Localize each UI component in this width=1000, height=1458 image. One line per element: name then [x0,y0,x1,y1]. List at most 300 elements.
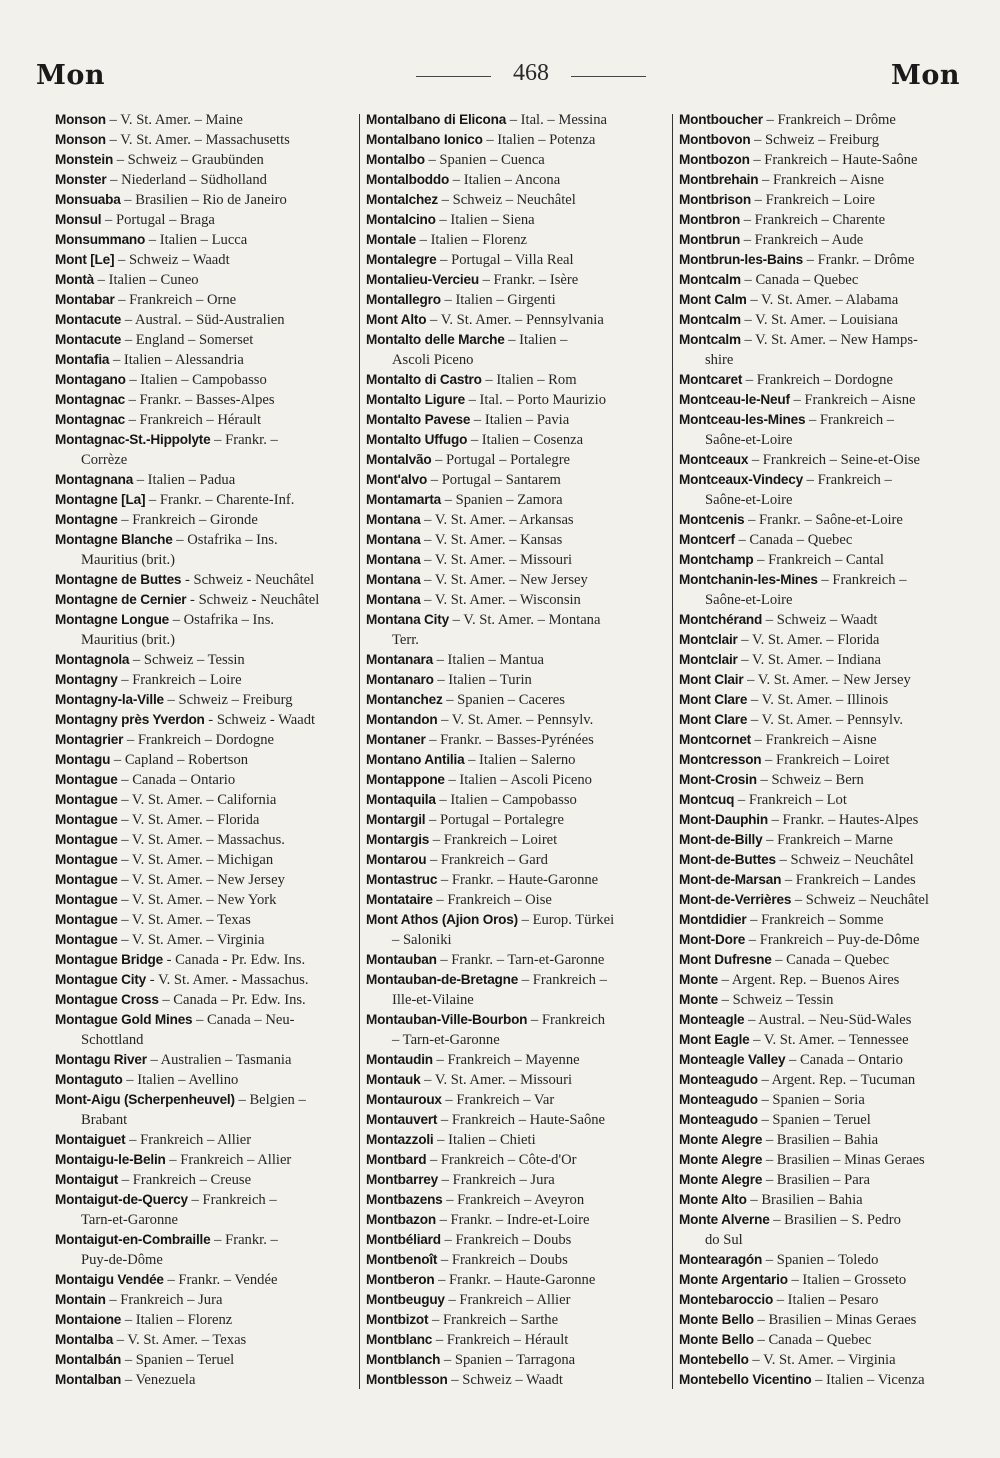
list-item [366,490,668,510]
list-item [679,570,972,610]
entry-location: – Ostafrika – Ins. [172,532,278,548]
list-item [366,210,668,230]
list-item [366,590,668,610]
entry-location: – V. St. Amer. – Pennsylvania [426,312,604,328]
entry-headword: Montceau-les-Mines [679,412,806,427]
entry-headword: Montagne de Buttes [55,572,182,587]
entry-location: – Frankreich – Dordogne [123,732,275,748]
list-item [55,370,355,390]
list-item [55,710,355,730]
list-item [55,130,355,150]
entry-location: – V. St. Amer. – Michigan [117,852,274,868]
entry-headword: Montafia [55,352,110,367]
list-item [679,510,972,530]
entry-headword: Mont Clare [679,712,748,727]
list-item [679,110,972,130]
entry-headword: Montaiguet [55,1132,126,1147]
entry-location: – Italien – Siena [435,212,535,228]
entry-location: – V. St. Amer. – Montana [448,612,601,628]
running-head-left: Mon [36,60,106,91]
list-item [679,1150,972,1170]
list-item [366,110,668,130]
entry-headword: Montbrun-les-Bains [679,252,804,267]
entry-headword: Mont Alto [366,312,427,327]
entry-headword: Montalto Uffugo [366,432,468,447]
entry-location: – Italien – Salerno [464,752,576,768]
list-item [55,750,355,770]
entry-location: – V. St. Amer. – Maine [105,112,243,128]
column-1 [55,110,355,1395]
entry-location: – Spanien – Soria [757,1092,865,1108]
entry-headword: Mont-Aigu (Scherpenheuvel) [55,1092,235,1107]
list-item [366,1150,668,1170]
list-item [55,570,355,590]
list-item [55,690,355,710]
entry-headword: Montaione [55,1312,122,1327]
entry-location: – Frankreich – Aude [740,232,864,248]
entry-headword: Montbéliard [366,1232,441,1247]
entry-headword: Monsul [55,212,102,227]
entry-location: – Spanien – Zamora [441,492,563,508]
entry-location: – Frankr. – Indre-et-Loire [435,1212,590,1228]
entry-continuation: Schottland [81,1032,144,1048]
list-item [679,790,972,810]
entry-headword: Montalto Pavese [366,412,471,427]
list-item [679,170,972,190]
entry-headword: Monster [55,172,107,187]
list-item [679,1270,972,1290]
entry-headword: Montbrun [679,232,741,247]
entry-location: – V. St. Amer. – Virginia [117,932,265,948]
entry-location: – Canada – Quebec [771,952,890,968]
entry-location: – V. St. Amer. – California [117,792,277,808]
entry-headword: Mont'alvo [366,472,428,487]
entry-location: – Frankreich – Sarthe [428,1312,559,1328]
list-item [679,850,972,870]
list-item [366,750,668,770]
list-item [366,1230,668,1250]
list-item [679,770,972,790]
list-item [679,930,972,950]
list-item [366,1090,668,1110]
entry-location: – Portugal – Villa Real [436,252,574,268]
entry-headword: Montalbano Ionico [366,132,483,147]
entry-location: – Frankreich – [805,412,895,428]
entry-location: – Argent. Rep. – Buenos Aires [718,972,900,988]
entry-headword: Montcalm [679,332,741,347]
entry-headword: Montana [366,512,421,527]
list-item [679,650,972,670]
list-item [55,1230,355,1270]
entry-location: – Frankr. – Basses-Alpes [124,392,275,408]
entry-location: – Frankreich – Loiret [761,752,890,768]
list-item [679,1110,972,1130]
list-item [679,410,972,450]
list-item [55,650,355,670]
entry-location: – Canada – Quebec [734,532,853,548]
entry-headword: Montblanc [366,1332,433,1347]
entry-location: – V. St. Amer. – New York [117,892,277,908]
entry-headword: Montbrehain [679,172,759,187]
list-item [366,830,668,850]
list-item [366,150,668,170]
entry-location: – Schweiz – Waadt [762,612,878,628]
list-item [679,810,972,830]
list-item [366,250,668,270]
entry-headword: Montagnac [55,392,125,407]
entry-location: – Italien – Avellino [122,1072,239,1088]
entry-location: – Canada – Ontario [785,1052,903,1068]
entry-location: – Italien – Turin [433,672,532,688]
list-item [366,910,668,950]
entry-headword: Montbron [679,212,741,227]
entry-location: – V. St. Amer. – Florida [737,632,880,648]
entry-headword: Montanchez [366,692,443,707]
entry-headword: Monte Alegre [679,1172,763,1187]
entry-location: - Schweiz - Waadt [204,712,316,728]
list-item [366,1270,668,1290]
list-item [679,1130,972,1150]
entry-location: – Spanien – Teruel [121,1352,235,1368]
list-item [679,1250,972,1270]
entry-headword: Mont-de-Buttes [679,852,776,867]
entry-headword: Monte [679,972,719,987]
list-item [55,1370,355,1390]
entry-location: – V. St. Amer. – New Hamps- [740,332,918,348]
entry-location: – V. St. Amer. – Florida [117,812,260,828]
list-item [366,730,668,750]
entry-location: – V. St. Amer. – Alabama [746,292,899,308]
entry-location: – Frankreich – Mayenne [432,1052,580,1068]
entry-location: – Europ. Türkei [517,912,615,928]
list-item [679,750,972,770]
list-item [679,230,972,250]
entry-location: – Frankreich – [817,572,907,588]
list-item [679,1290,972,1310]
list-item [55,190,355,210]
list-item [366,530,668,550]
entry-headword: Monte Bello [679,1332,754,1347]
entry-headword: Montceau-le-Neuf [679,392,790,407]
entry-headword: Montallegro [366,292,441,307]
entry-headword: Montebello Vicentino [679,1372,812,1387]
entry-location: – Venezuela [121,1372,196,1388]
list-item [55,1190,355,1230]
entry-location: - V. St. Amer. - Massachus. [146,972,309,988]
entry-location: – Frankreich – Var [441,1092,555,1108]
entry-location: – Frankr. – Drôme [803,252,915,268]
list-item [679,690,972,710]
list-item [55,530,355,570]
entry-headword: Montagu River [55,1052,147,1067]
column-divider-1 [359,114,360,1389]
entry-headword: Montalegre [366,252,437,267]
entry-location: – Austral. – Süd-Australien [121,312,285,328]
list-item [679,670,972,690]
entry-headword: Monte Alto [679,1192,747,1207]
entry-location: – Frankr. – Haute-Garonne [437,872,599,888]
entry-location: – Frankreich – Aisne [758,172,885,188]
list-item [366,1130,668,1150]
list-item [366,570,668,590]
list-item [55,910,355,930]
entry-headword: Montana [366,592,421,607]
entry-location: – Frankreich – Gironde [117,512,258,528]
list-item [55,1070,355,1090]
entry-headword: Montebaroccio [679,1292,774,1307]
entry-headword: Montarou [366,852,427,867]
list-item [366,650,668,670]
list-item [366,610,668,650]
entry-location: – Frankreich – Aisne [751,732,877,748]
entry-headword: Montchanin-les-Mines [679,572,818,587]
list-item [679,1330,972,1350]
entry-headword: Montbard [366,1152,427,1167]
entry-location: – Frankr. – Isère [478,272,579,288]
entry-headword: Montagnac [55,412,125,427]
list-item [55,1330,355,1350]
entry-headword: Montaquila [366,792,436,807]
entry-headword: Mont-Crosin [679,772,757,787]
list-item [679,250,972,270]
entry-headword: Montague City [55,972,147,987]
entry-location: – Frankreich – [803,472,892,488]
list-item [55,990,355,1010]
list-item [55,1310,355,1330]
entry-headword: Mont-Dore [679,932,746,947]
entry-location: – Schweiz – Tessin [718,992,834,1008]
entry-headword: Monte Argentario [679,1272,788,1287]
entry-location: – Frankreich [527,1012,606,1028]
list-item [55,310,355,330]
entry-location: – Frankreich – Orne [114,292,237,308]
list-item [55,930,355,950]
entry-location: – Frankreich – Haute-Saône [437,1112,606,1128]
list-item [366,430,668,450]
entry-headword: Montbizot [366,1312,429,1327]
entry-location: – Schweiz – Neuchâtel [438,192,576,208]
entry-location: – Frankreich – Allier [165,1152,292,1168]
list-item [366,790,668,810]
entry-location: – V. St. Amer. – Texas [113,1332,247,1348]
list-item [55,470,355,490]
entry-continuation: Tarn-et-Garonne [81,1212,179,1228]
entry-location: – Spanien – Teruel [757,1112,871,1128]
entry-continuation: Corrèze [81,452,128,468]
entry-headword: Montague [55,932,118,947]
list-item [55,870,355,890]
entry-location: – V. St. Amer. – Arkansas [420,512,574,528]
entry-location: – Frankreich – Cantal [753,552,884,568]
entry-location: – Schweiz – Tessin [129,652,245,668]
entry-headword: Montalto delle Marche [366,332,505,347]
list-item [55,1350,355,1370]
list-item [679,830,972,850]
list-item [55,830,355,850]
entry-location: – Italien – Girgenti [440,292,556,308]
entry-location: – V. St. Amer. – Wisconsin [420,592,581,608]
entry-headword: Montaguto [55,1072,123,1087]
entry-location: – V. St. Amer. – Kansas [420,532,563,548]
list-item [366,690,668,710]
list-item [55,950,355,970]
entry-location: – V. St. Amer. – Illinois [747,692,889,708]
entry-continuation: Mauritius (brit.) [81,552,176,568]
list-item [55,1170,355,1190]
entry-headword: Monson [55,112,106,127]
entry-headword: Montalba [55,1332,114,1347]
entry-location: – Italien – Padua [133,472,236,488]
list-item [366,810,668,830]
entry-headword: Monteagle Valley [679,1052,786,1067]
entry-location: – Frankreich – Jura [438,1172,555,1188]
entry-location: – Frankreich – Aisne [789,392,916,408]
entry-headword: Montaigut-en-Combraille [55,1232,211,1247]
entry-headword: Montaigut [55,1172,119,1187]
list-item [679,950,972,970]
list-item [55,390,355,410]
list-item [679,390,972,410]
entry-headword: Montataire [366,892,433,907]
list-item [366,370,668,390]
entry-location: – Frankreich – Charente [740,212,886,228]
entry-headword: Montbrison [679,192,751,207]
entry-headword: Montague Cross [55,992,159,1007]
entry-headword: Montano Antilia [366,752,465,767]
list-item [366,670,668,690]
entry-location: – Frankreich – [518,972,607,988]
entry-headword: Monte Alegre [679,1132,763,1147]
entry-continuation: shire [705,352,734,368]
column-3 [679,110,972,1395]
entry-headword: Montalban [55,1372,122,1387]
entry-continuation: Saône-et-Loire [705,592,793,608]
list-item [366,1330,668,1350]
list-item [366,550,668,570]
header-rule-left [416,76,491,77]
entry-continuation: Saône-et-Loire [705,492,793,508]
entry-headword: Montbazon [366,1212,436,1227]
list-item [55,490,355,510]
column-2 [366,110,668,1395]
entry-location: – V. St. Amer. – Texas [117,912,251,928]
list-item [679,990,972,1010]
list-item [366,1070,668,1090]
entry-location: – Frankreich – Drôme [762,112,896,128]
list-item [679,370,972,390]
entry-location: – Brasilien – Bahia [746,1192,863,1208]
entry-continuation: Ascoli Piceno [392,352,474,368]
list-item [55,510,355,530]
entry-headword: Montclair [679,632,738,647]
list-item [366,1310,668,1330]
list-item [679,730,972,750]
entry-headword: Montauvert [366,1112,438,1127]
entry-location: – Italien – Campobasso [435,792,577,808]
entry-location: – Brasilien – Para [762,1172,871,1188]
entry-headword: Montearagón [679,1252,763,1267]
entry-location: – Frankreich – [187,1192,277,1208]
entry-headword: Mont-Dauphin [679,812,768,827]
entry-location: – Frankreich – Landes [781,872,916,888]
page-header [36,60,960,100]
entry-location: – Frankr. – Haute-Garonne [434,1272,596,1288]
entry-continuation: do Sul [705,1232,743,1248]
entry-location: – Frankreich – Allier [125,1132,252,1148]
entry-headword: Montalbán [55,1352,122,1367]
entry-headword: Mont Clare [679,692,748,707]
entry-headword: Montbazens [366,1192,443,1207]
list-item [366,390,668,410]
entry-headword: Montagne [La] [55,492,146,507]
entry-location: – Italien – Pesaro [773,1292,879,1308]
entry-location: – Frankreich – Gard [426,852,548,868]
entry-location: – Frankr. – Saône-et-Loire [744,512,903,528]
list-item [679,450,972,470]
entry-location: – Niederland – Südholland [106,172,267,188]
entry-location: – Italien – Pavia [470,412,570,428]
entry-headword: Montaigu Vendée [55,1272,164,1287]
list-item [366,1290,668,1310]
entry-continuation: Mauritius (brit.) [81,632,176,648]
entry-location: – Portugal – Santarem [427,472,561,488]
list-item [366,1050,668,1070]
list-item [366,1110,668,1130]
entry-location: – Frankreich – Doubs [440,1232,572,1248]
list-item [55,1290,355,1310]
entry-location: – Frankreich – Lot [734,792,847,808]
entry-location: – Ostafrika – Ins. [169,612,275,628]
list-item [366,450,668,470]
entry-headword: Montague [55,772,118,787]
entry-headword: Montchamp [679,552,754,567]
entry-headword: Montague [55,832,118,847]
list-item [55,730,355,750]
entry-location: – Frankreich – Doubs [437,1252,568,1268]
list-item [679,270,972,290]
entry-headword: Mont-de-Billy [679,832,763,847]
entry-headword: Montebello [679,1352,749,1367]
entry-location: – Frankreich – Haute-Saône [749,152,918,168]
entry-location: – Italien – Lucca [145,232,248,248]
list-item [55,1130,355,1150]
entry-location: – Italien – Campobasso [125,372,267,388]
entry-headword: Montcalm [679,272,741,287]
entry-location: – Frankr. – Vendée [163,1272,278,1288]
entry-location: – Frankreich – Côte-d'Or [426,1152,577,1168]
list-item [55,250,355,270]
list-item [55,430,355,470]
entry-headword: Montchérand [679,612,763,627]
entry-headword: Montagnac-St.-Hippolyte [55,432,211,447]
entry-headword: Montalieu-Vercieu [366,272,479,287]
entry-location: – V. St. Amer. – New Jersey [420,572,588,588]
entry-headword: Montblesson [366,1372,448,1387]
entry-headword: Montauk [366,1072,421,1087]
entry-headword: Montabar [55,292,115,307]
entry-location: – Frankreich – Puy-de-Dôme [745,932,920,948]
list-item [55,330,355,350]
entry-headword: Montbarrey [366,1172,439,1187]
entry-headword: Montalchez [366,192,439,207]
entry-headword: Montboucher [679,112,763,127]
entry-location: – Schweiz – Freiburg [750,132,880,148]
entry-headword: Montana [366,572,421,587]
list-item [679,150,972,170]
entry-headword: Montalto di Castro [366,372,482,387]
list-item [679,1370,972,1390]
entry-location: – V. St. Amer. – Massachusetts [105,132,290,148]
